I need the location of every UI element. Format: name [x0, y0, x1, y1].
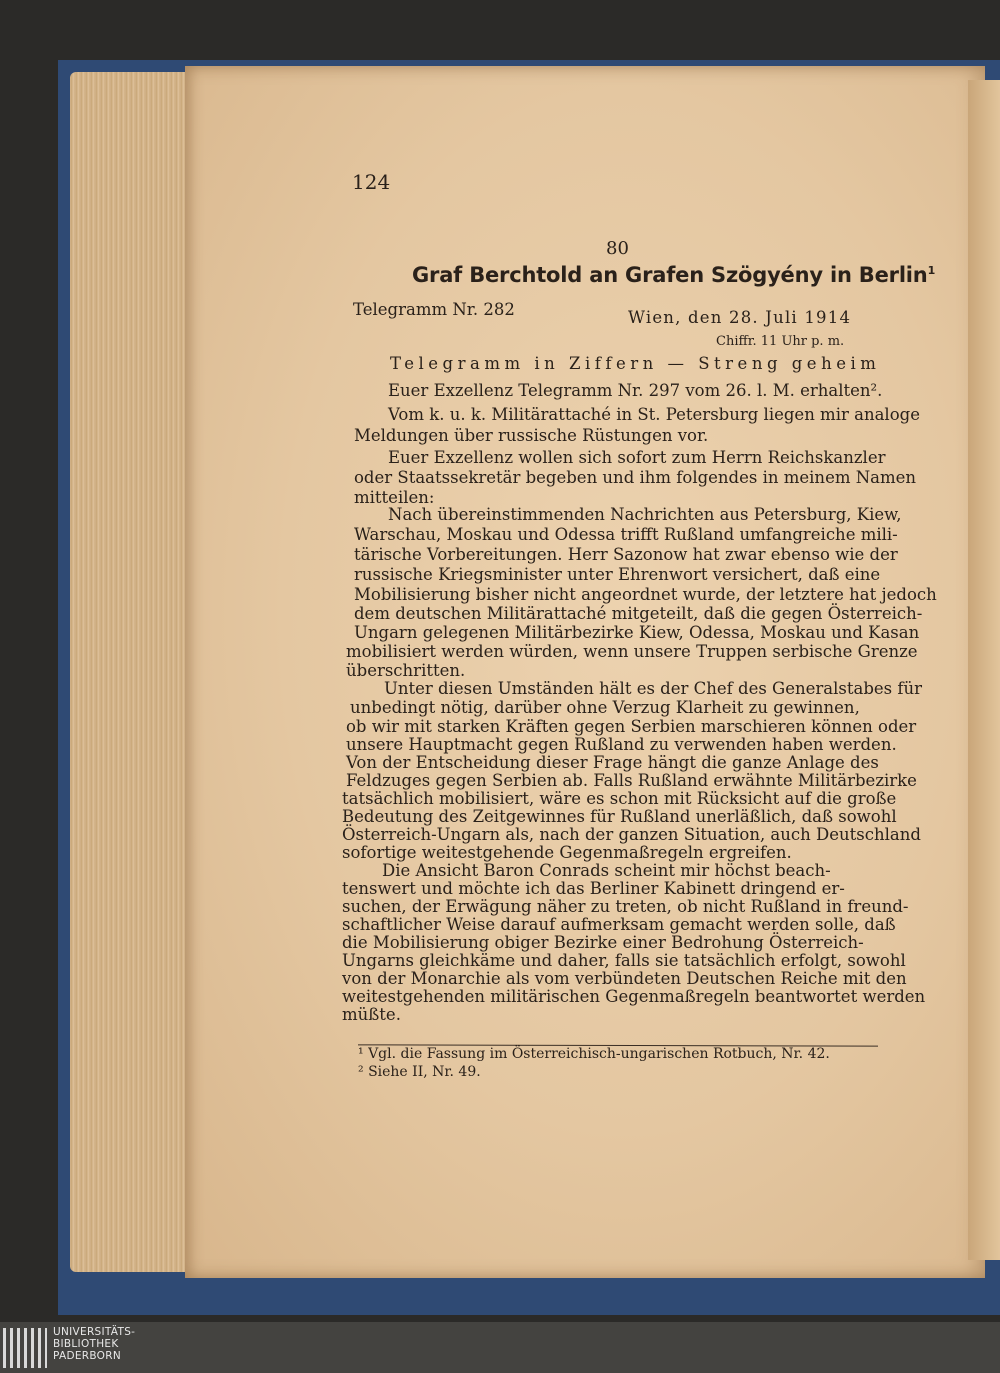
text-line: müßte.	[342, 1005, 401, 1024]
text-line: tatsächlich mobilisiert, wäre es schon mit Rücksicht auf die große	[342, 789, 897, 808]
text-line: unbedingt nötig, darüber ohne Verzug Klarheit zu gewinnen,	[350, 698, 860, 717]
secrecy-heading: Telegramm in Ziffern — Streng geheim	[390, 354, 881, 373]
place-date: Wien, den 28. Juli 1914	[628, 308, 852, 327]
title-text: Graf Berchtold an Grafen Szögyény in Berlin	[412, 263, 928, 287]
text-line: mitteilen:	[354, 488, 435, 507]
library-name-line2: BIBLIOTHEK	[53, 1338, 119, 1350]
text-line: Ungarns gleichkäme und daher, falls sie tatsächlich erfolgt, sowohl	[342, 951, 906, 970]
document-number: 80	[606, 238, 629, 259]
text-line: tärische Vorbereitungen. Herr Sazonow hat zwar ebenso wie der	[354, 545, 898, 564]
title-footnote-mark: 1	[927, 264, 936, 277]
text-line: russische Kriegsminister unter Ehrenwort versichert, daß eine	[354, 565, 881, 584]
text-line: Bedeutung des Zeitgewinnes für Rußland unerläßlich, daß sowohl	[342, 807, 897, 826]
library-name-line3: PADERBORN	[53, 1350, 121, 1362]
text-line: Die Ansicht Baron Conrads scheint mir höchst beach-	[382, 861, 831, 880]
text-line: Euer Exzellenz Telegramm Nr. 297 vom 26. l. M. erhalten².	[388, 381, 883, 400]
text-line: tenswert und möchte ich das Berliner Kabinett dringend er-	[342, 879, 845, 898]
text-line: von der Monarchie als vom verbündeten Deutschen Reiche mit den	[342, 969, 907, 988]
text-line: Euer Exzellenz wollen sich sofort zum Herrn Reichskanzler	[388, 448, 886, 467]
library-name-line1: UNIVERSITÄTS-	[53, 1326, 136, 1338]
text-line: Von der Entscheidung dieser Frage hängt die ganze Anlage des	[346, 753, 879, 772]
cipher-time: Chiffr. 11 Uhr p. m.	[716, 334, 845, 349]
text-line: Warschau, Moskau und Odessa trifft Rußland umfangreiche mili-	[354, 525, 898, 544]
footnote-1: ¹ Vgl. die Fassung im Österreichisch-ungarischen Rotbuch, Nr. 42.	[358, 1046, 830, 1062]
text-line: Feldzuges gegen Serbien ab. Falls Rußland erwähnte Militärbezirke	[346, 771, 917, 790]
text-line: schaftlicher Weise darauf aufmerksam gemacht werden solle, daß	[342, 915, 896, 934]
text-line: Ungarn gelegenen Militärbezirke Kiew, Odessa, Moskau und Kasan	[354, 623, 920, 642]
text-line: ob wir mit starken Kräften gegen Serbien marschieren können oder	[346, 717, 917, 736]
page-number: 124	[352, 170, 391, 194]
library-banner	[0, 1322, 1000, 1373]
text-line: weitestgehenden militärischen Gegenmaßregeln beantwortet werden	[342, 987, 926, 1006]
text-line: suchen, der Erwägung näher zu treten, ob nicht Rußland in freund-	[342, 897, 909, 916]
text-line: die Mobilisierung obiger Bezirke einer Bedrohung Österreich-	[342, 933, 864, 952]
text-line: Meldungen über russische Rüstungen vor.	[354, 426, 709, 445]
library-logo-icon	[3, 1328, 47, 1368]
page-edges	[70, 72, 188, 1272]
book-page	[185, 66, 985, 1278]
text-line: oder Staatssekretär begeben und ihm folgendes in meinem Namen	[354, 468, 917, 487]
text-line: Vom k. u. k. Militärattaché in St. Petersburg liegen mir analoge	[388, 405, 920, 424]
text-line: überschritten.	[346, 661, 466, 680]
document-title	[412, 263, 935, 287]
text-line: Unter diesen Umständen hält es der Chef des Generalstabes für	[384, 679, 922, 698]
footnote-2: ² Siehe II, Nr. 49.	[358, 1064, 481, 1080]
text-line: Mobilisierung bisher nicht angeordnet wurde, der letztere hat jedoch	[354, 585, 937, 604]
text-line: Österreich-Ungarn als, nach der ganzen Situation, auch Deutschland	[342, 825, 921, 844]
text-line: dem deutschen Militärattaché mitgeteilt, daß die gegen Österreich-	[354, 604, 923, 623]
library-name	[53, 1326, 135, 1362]
text-line: Nach übereinstimmenden Nachrichten aus Petersburg, Kiew,	[388, 505, 902, 524]
next-page-edge	[968, 80, 1000, 1260]
text-line: unsere Hauptmacht gegen Rußland zu verwenden haben werden.	[346, 735, 897, 754]
telegram-number: Telegramm Nr. 282	[353, 300, 515, 319]
text-line: mobilisiert werden würden, wenn unsere Truppen serbische Grenze	[346, 642, 918, 661]
text-line: sofortige weitestgehende Gegenmaßregeln ergreifen.	[342, 843, 792, 862]
